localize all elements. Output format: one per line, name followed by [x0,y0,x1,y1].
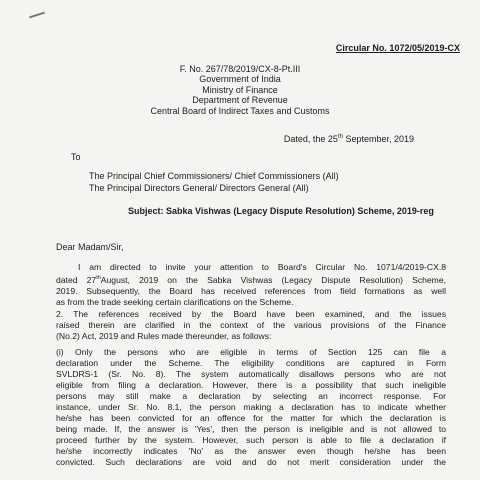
paragraph-line: raised therein are clarified in the context of the various provisions of the Finance [56,320,446,330]
paragraph-line: instance, under Sr. No. 8.1, the person making a declaration has to indicate whether [56,402,446,412]
paragraph-line: 2019. Subsequently, the Board has received references from field formations as well [56,285,446,296]
paragraph-line: he/she incorrectly indicates 'No' as the answer even though he/she has been [56,446,446,456]
paragraph-line: dated 27thAugust, 2019 on the Sabka Vishwas (Legacy Dispute Resolution) Scheme, [56,274,447,285]
paragraph-line: (i) Only the persons who are eligible in terms of Section 125 can file a [56,347,446,357]
to-label: To [71,152,81,162]
header-line-department: Department of Revenue [192,95,288,106]
paragraph-line: convicted. Such declarations are void and do not merit consideration under the [56,457,446,467]
paragraph-2 [56,309,446,342]
header-line-government: Government of India [199,74,281,85]
paragraph-line: SVLDRS-1 (Sr. No. 8). The system automatically disallows persons who are not [56,369,446,379]
paragraph-line: declaration under the Scheme. The eligibility conditions are captured in Form [56,358,446,368]
subject-line: Subject: Sabka Vishwas (Legacy Dispute Resolution) Scheme, 2019-reg [128,206,434,216]
paragraph-line: as from the trade seeking certain clarifications on the Scheme. [56,296,294,307]
date-rest: September, 2019 [342,134,414,144]
circular-number: Circular No. 1072/05/2019-CX [335,43,460,53]
date-line [284,134,414,144]
addressee-list [89,170,339,194]
paragraph-line: being made. If, the answer is 'Yes', then the person is ineligible and is not allowed to [56,424,446,434]
paragraph-1 [56,262,446,308]
letterhead [120,64,360,116]
file-number: F. No. 267/78/2019/CX-8-Pt.III [179,64,301,74]
date-prefix: Dated, the 25 [283,134,338,144]
paragraph-line: eligible from filing a declaration. However, there is a possibility that such ineligible [56,380,446,390]
paragraph-line: 2. The references received by the Board have been examined, and the issues [56,309,446,319]
header-line-board: Central Board of Indirect Taxes and Customs [150,105,330,116]
paragraph-line: he/she has been convicted for an offence for the matter for which the declaration is [56,413,446,423]
addressee-line: The Principal Chief Commissioners/ Chief Commissioners (All) [89,171,339,181]
paragraph-line: persons may still make a declaration by selecting an incorrect response. For [56,391,446,401]
salutation: Dear Madam/Sir, [56,242,124,252]
date-ordinal: th [337,134,343,140]
addressee-line: The Principal Directors General/ Directors General (All) [89,183,309,193]
paragraph-line: I am directed to invite your attention to Board's Circular No. 1071/4/2019-CX.8 [78,262,446,272]
header-line-ministry: Ministry of Finance [202,84,278,95]
paragraph-line: (No.2) Act, 2019 and Rules made thereunder, as follows: [56,331,272,341]
paragraph-line: proceed further by the system. However, such person is able to file a declaration if [56,435,446,445]
paragraph-3 [56,347,446,468]
pen-mark [29,12,45,19]
